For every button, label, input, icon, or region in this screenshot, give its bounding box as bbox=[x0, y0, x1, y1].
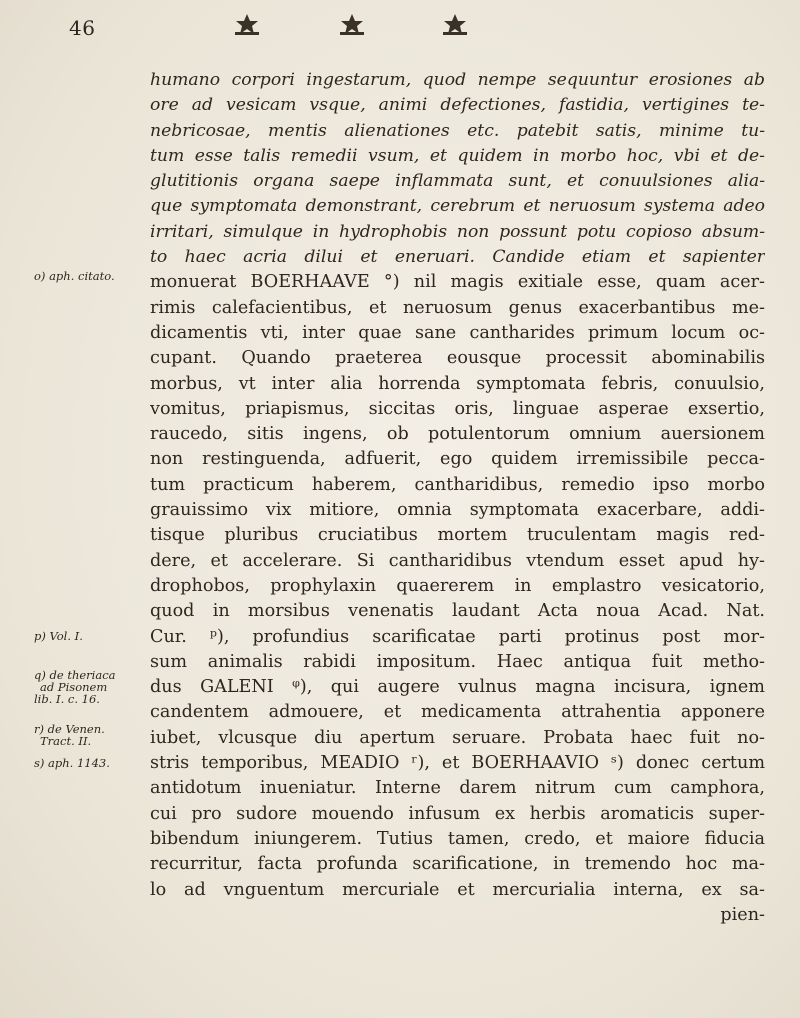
margin-note-p: p) Vol. I. bbox=[34, 629, 83, 643]
text-line: dicamentis vti, inter quae sane cantharides primum locum oc- bbox=[150, 322, 765, 343]
margin-notes bbox=[0, 0, 150, 1018]
text-line: dus GALENI ᵠ), qui augere vulnus magna incisura, ignem bbox=[150, 677, 765, 698]
text-line: stris temporibus, MEADIO ʳ), et BOERHAAVIO ˢ) donec certum bbox=[150, 753, 765, 774]
text-line: drophobos, prophylaxin quaererem in emplastro vesicatorio, bbox=[150, 575, 765, 596]
catchword: pien- bbox=[720, 904, 765, 925]
text-line: tum esse talis remedii vsum, et quidem in morbo hoc, vbi et de- bbox=[150, 145, 765, 166]
text-line: to haec acria dilui et eneruari. Candide etiam et sapienter bbox=[150, 247, 765, 268]
text-line: quod in morsibus venenatis laudant Acta noua Acad. Nat. bbox=[150, 601, 765, 622]
body-text bbox=[150, 68, 765, 928]
text-line: monuerat BOERHAAVE °) nil magis exitiale esse, quam acer- bbox=[150, 272, 765, 293]
text-line: Cur. ᵖ), profundius scarificatae parti protinus post mor- bbox=[150, 626, 765, 647]
text-line: morbus, vt inter alia horrenda symptomata febris, conuulsio, bbox=[150, 373, 765, 394]
margin-note-o: o) aph. citato. bbox=[34, 269, 115, 283]
text-line: recurritur, facta profunda scarificatione, in tremendo hoc ma- bbox=[150, 854, 765, 875]
margin-note-q-line3: lib. I. c. 16. bbox=[34, 692, 100, 706]
text-line: dere, et accelerare. Si cantharidibus vtendum esset apud hy- bbox=[150, 550, 765, 571]
text-line: iubet, vlcusque diu apertum seruare. Probata haec fuit no- bbox=[150, 727, 765, 748]
fleuron-icon bbox=[337, 12, 367, 36]
text-line: lo ad vnguentum mercuriale et mercurialia interna, ex sa- bbox=[150, 879, 765, 900]
text-line: non restinguenda, adfuerit, ego quidem irremissibile pecca- bbox=[150, 449, 765, 470]
text-line: cupant. Quando praeterea eousque processit abominabilis bbox=[150, 348, 765, 369]
text-line: antidotum inueniatur. Interne darem nitrum cum camphora, bbox=[150, 778, 765, 799]
text-line: cui pro sudore mouendo infusum ex herbis aromaticis super- bbox=[150, 803, 765, 824]
text-line: bibendum iniungerem. Tutius tamen, credo, et maiore fiducia bbox=[150, 828, 765, 849]
text-line: sum animalis rabidi impositum. Haec antiqua fuit metho- bbox=[150, 651, 765, 672]
text-line: candentem admouere, et medicamenta attrahentia apponere bbox=[150, 702, 765, 723]
margin-note-r-line2: Tract. II. bbox=[40, 734, 92, 748]
text-line: raucedo, sitis ingens, ob potulentorum omnium auersionem bbox=[150, 424, 765, 445]
text-line: tum practicum haberem, cantharidibus, remedio ipso morbo bbox=[150, 474, 765, 495]
text-line: irritari, simulque in hydrophobis non possunt potu copioso absum- bbox=[150, 221, 765, 242]
text-line: glutitionis organa saepe inflammata sunt, et conuulsiones alia- bbox=[150, 171, 765, 192]
text-line: rimis calefacientibus, et neruosum genus exacerbantibus me- bbox=[150, 297, 765, 318]
text-line: que symptomata demonstrant, cerebrum et neruosum systema adeo bbox=[150, 196, 765, 217]
fleuron-icon bbox=[232, 12, 262, 36]
page-number: 46 bbox=[69, 16, 96, 40]
text-line: humano corpori ingestarum, quod nempe sequuntur erosiones ab bbox=[150, 70, 765, 90]
margin-note-q-line2: ad Pisonem bbox=[40, 680, 108, 694]
margin-note-r-line1: r) de Venen. bbox=[34, 722, 105, 736]
fleuron-icon bbox=[440, 12, 470, 36]
margin-note-s: s) aph. 1143. bbox=[34, 756, 110, 770]
text-line: nebricosae, mentis alienationes etc. patebit satis, minime tu- bbox=[150, 120, 765, 141]
header-ornaments bbox=[232, 12, 532, 38]
text-line: tisque pluribus cruciatibus mortem truculentam magis red- bbox=[150, 525, 765, 546]
text-line: grauissimo vix mitiore, omnia symptomata exacerbare, addi- bbox=[150, 500, 765, 521]
margin-note-q-line1: q) de theriaca bbox=[34, 668, 116, 682]
text-line: vomitus, priapismus, siccitas oris, linguae asperae exsertio, bbox=[150, 398, 765, 419]
text-line: ore ad vesicam vsque, animi defectiones, fastidia, vertigines te- bbox=[150, 95, 765, 116]
